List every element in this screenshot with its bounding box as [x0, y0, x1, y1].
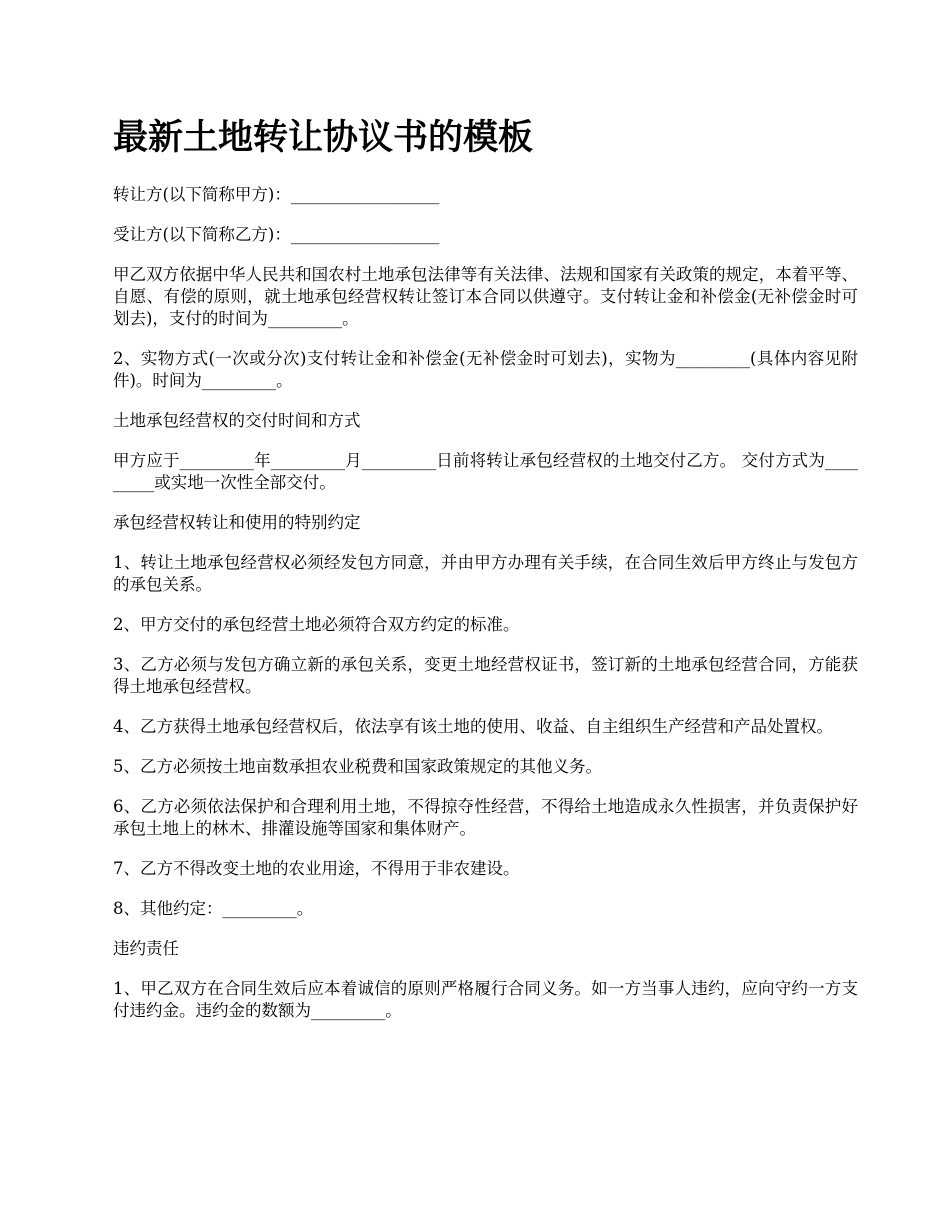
- clause-8: 8、其他约定：_________。: [113, 899, 314, 918]
- liability-clause-1: 1、甲乙双方在合同生效后应本着诚信的原则严格履行合同义务。如一方当事人违约，应向守约一方支付违约金。违约金的数额为_________。: [113, 979, 858, 1020]
- clause-2: 2、甲方交付的承包经营土地必须符合双方约定的标准。: [113, 615, 520, 634]
- section-heading-delivery: 土地承包经营权的交付时间和方式: [113, 411, 361, 430]
- clause-5: 5、乙方必须按土地亩数承担农业税费和国家政策规定的其他义务。: [113, 757, 602, 776]
- document-body: [113, 112, 858, 1040]
- clause-6: 6、乙方必须依法保护和合理利用土地，不得掠夺性经营，不得给土地造成永久性损害，并负责保护好承包土地上的林木、排灌设施等国家和集体财产。: [113, 797, 858, 838]
- clause-1: 1、转让土地承包经营权必须经发包方同意，并由甲方办理有关手续，在合同生效后甲方终止与发包方的承包关系。: [113, 553, 858, 594]
- clause-4: 4、乙方获得土地承包经营权后，依法享有该土地的使用、收益、自主组织生产经营和产品处置权。: [113, 717, 833, 736]
- paragraph-transferee: 受让方(以下简称乙方)：__________________: [113, 225, 440, 244]
- paragraph-transferor: 转让方(以下简称甲方)：__________________: [113, 185, 440, 204]
- paragraph-in-kind-payment: 2、实物方式(一次或分次)支付转让金和补偿金(无补偿金时可划去)，实物为_________(具体内容见附件)。时间为_________。: [113, 349, 858, 390]
- clause-7: 7、乙方不得改变土地的农业用途，不得用于非农建设。: [113, 859, 520, 878]
- page-title: 最新土地转让协议书的模板: [113, 117, 534, 158]
- section-heading-special-terms: 承包经营权转让和使用的特别约定: [113, 513, 361, 532]
- section-heading-liability: 违约责任: [113, 939, 179, 958]
- paragraph-delivery-terms: 甲方应于_________年_________月_________日前将转让承包经营权的土地交付乙方。 交付方式为_________或实地一次性全部交付。: [113, 451, 858, 492]
- clause-3: 3、乙方必须与发包方确立新的承包关系，变更土地经营权证书，签订新的土地承包经营合同，方能获得土地承包经营权。: [113, 655, 858, 696]
- paragraph-preamble: 甲乙双方依据中华人民共和国农村土地承包法律等有关法律、法规和国家有关政策的规定，本着平等、自愿、有偿的原则，就土地承包经营权转让签订本合同以供遵守。支付转让金和补偿金(无补偿金时可划去)，支付的时间为_________。: [113, 265, 858, 328]
